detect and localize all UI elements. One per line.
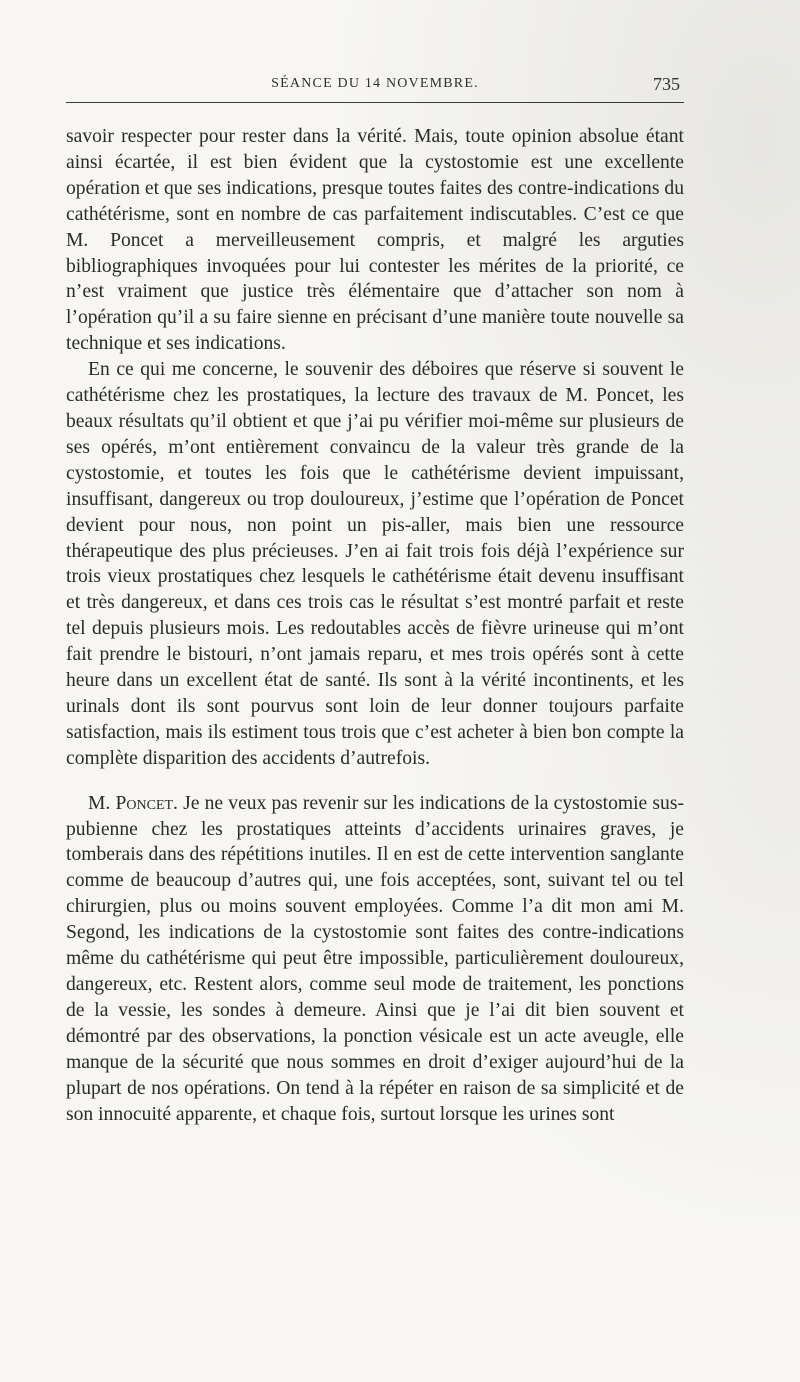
running-title: SÉANCE DU 14 NOVEMBRE. [271,76,479,91]
body-text [66,124,684,1127]
paragraph-3 [66,791,684,1128]
page-number: 735 [653,74,680,94]
speaker-name: M. Poncet. [88,792,178,814]
paragraph-3-text: Je ne veux pas revenir sur les indications de la cystostomie sus-pubienne chez les prostatiques atteints d’accidents urinaires graves, je tomberais dans des répétitions inutiles. Il en est de cette intervention sanglante comme de beaucoup d’autres qui, une fois acceptées, sont, suivant tel ou tel chirurgien, plus ou moins souvent employées. Comme l’a dit mon ami M. Segond, les indications de la cystostomie sont faites des contre-indications même du cathétérisme qui peut être impossible, particulièrement douloureux, dangereux, etc. Restent alors, comme seul mode de traitement, les ponctions de la vessie, les sondes à demeure. Ainsi que je l’ai dit bien souvent et démontré par des observations, la ponction vésicale est un acte aveugle, elle manque de la sécurité que nous sommes en droit d’exiger aujourd’hui de la plupart de nos opérations. On tend à la répéter en raison de sa simplicité et de son innocuité apparente, et chaque fois, surtout lorsque les urines sont [66,792,684,1125]
paragraph-1: savoir respecter pour rester dans la vérité. Mais, toute opinion absolue étant ainsi écartée, il est bien évident que la cystostomie est une excellente opération et que ses indications, presque toutes faites des contre-indications du cathétérisme, sont en nombre de cas parfaitement indiscutables. C’est ce que M. Poncet a merveilleusement compris, et malgré les arguties bibliographiques invoquées pour lui contester les mérites de la priorité, ce n’est vraiment que justice très élémentaire que d’attacher son nom à l’opération qu’il a su faire sienne en précisant d’une manière toute nouvelle sa technique et ses indications. [66,126,684,355]
page-header [66,74,684,96]
paragraph-2: En ce qui me concerne, le souvenir des déboires que réserve si souvent le cathétérisme chez les prostatiques, la lecture des travaux de M. Poncet, les beaux résultats qu’il obtient et que j’ai pu vérifier moi-même sur plusieurs de ses opérés, m’ont entièrement convaincu de la valeur très grande de la cystostomie, et toutes les fois que le cathétérisme devient impuissant, insuffisant, dangereux ou trop douloureux, j’estime que l’opération de Poncet devient pour nous, non point un pis-aller, mais bien une ressource thérapeutique des plus précieuses. J’en ai fait trois fois déjà l’expérience sur trois vieux prostatiques chez lesquels le cathétérisme était devenu insuffisant et très dangereux, et dans ces trois cas le résultat s’est montré parfait et reste tel depuis plusieurs mois. Les redoutables accès de fièvre urineuse qui m’ont fait prendre le bistouri, n’ont jamais reparu, et mes trois opérés sont à cette heure dans un excellent état de santé. Ils sont à la vérité incontinents, et les urinals dont ils sont pourvus sont loin de leur donner toujours parfaite satisfaction, mais ils estiment tous trois que c’est acheter à bien bon compte la complète disparition des accidents d’autrefois. [66,359,684,769]
header-rule [66,102,684,103]
